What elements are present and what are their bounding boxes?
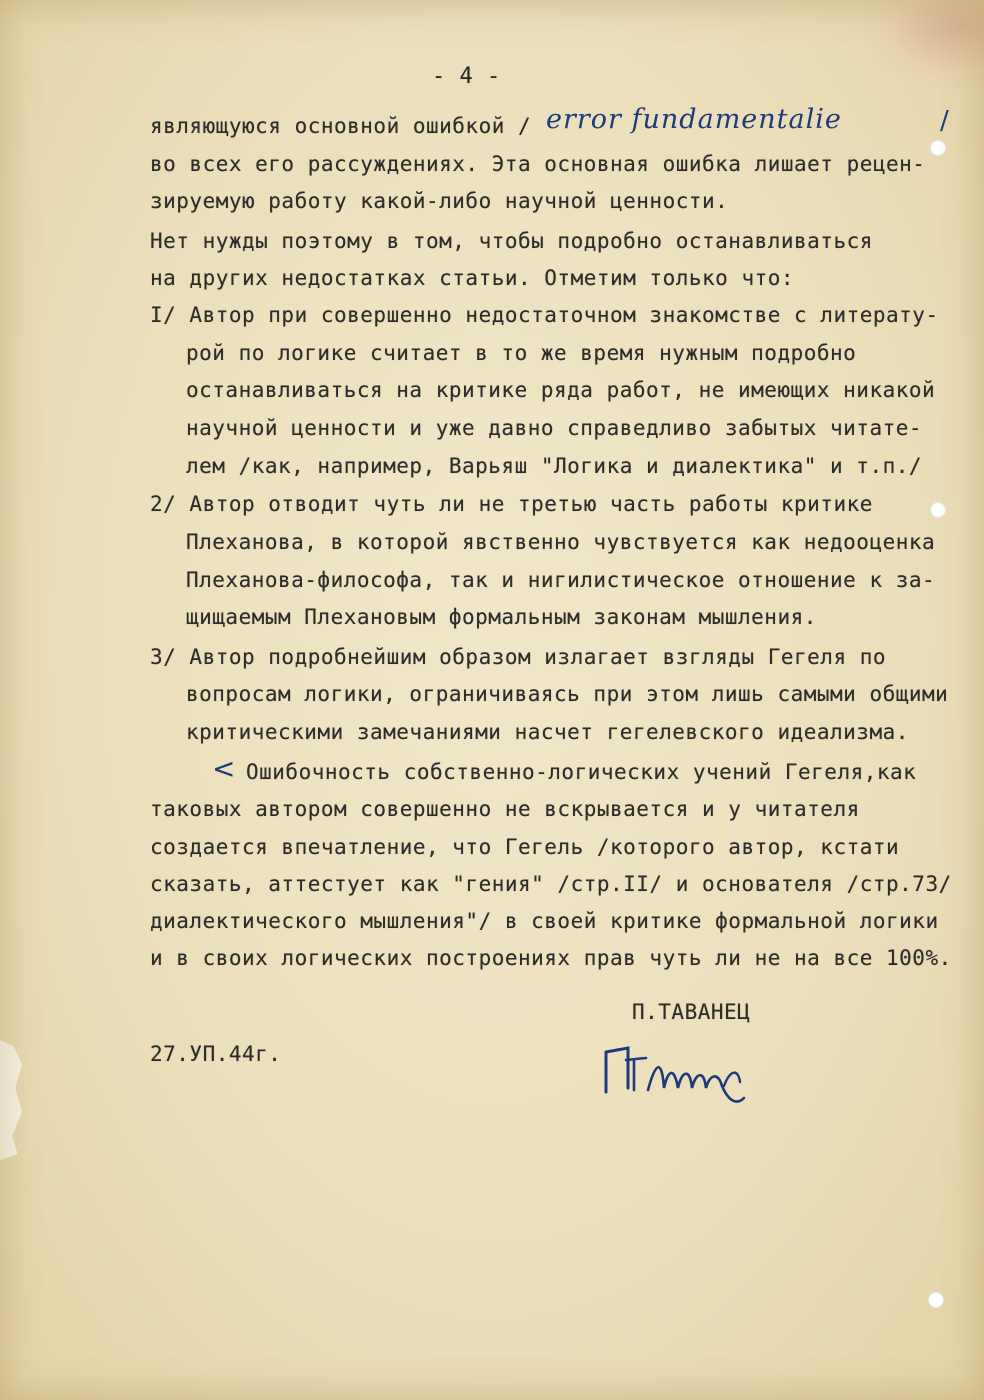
text-line-5: на других недостатках статьи. Отметим только что: [150,266,795,290]
text-line-20: создается впечатление, что Гегель /которого автор, кстати [150,835,900,859]
text-line-19: таковых автором совершенно не вскрывается и у читателя [150,797,860,821]
text-line-17: критическими замечаниями насчет гегелевского идеализма. [186,720,909,744]
text-line-23: и в своих логических построениях прав чуть ли не на все 100%. [150,946,952,970]
text-line-3: зируемую работу какой-либо научной ценности. [150,189,729,213]
text-line-2: во всех его рассуждениях. Эта основная ошибка лишает рецен- [150,152,926,176]
handwritten-slash: / [940,106,949,136]
text-line-7: рой по логике считает в то же время нужным подробно [186,341,857,365]
text-line-9: научной ценности и уже давно справедливо забытых читате- [186,416,923,440]
text-line-22: диалектического мышления"/ в своей критике формальной логики [150,909,939,933]
handwritten-bracket-mark: < [212,752,236,785]
text-line-1: являющуюся основной ошибкой / [150,114,532,138]
handwritten-signature [598,1030,768,1110]
text-line-13: Плеханова-философа, так и нигилистическое отношение к за- [186,568,936,592]
text-line-10: лем /как, например, Варьяш "Логика и диалектика" и т.п./ [186,454,923,478]
page-number: - 4 - [432,64,501,89]
text-line-16: вопросам логики, ограничиваясь при этом лишь самыми общими [186,682,949,706]
punch-hole [930,502,946,518]
document-date: 27.УП.44г. [150,1042,282,1066]
punch-hole [928,1292,944,1308]
punch-hole [930,140,946,156]
text-line-11: 2/ Автор отводит чуть ли не третью часть работы критике [150,492,873,516]
text-line-4: Нет нужды поэтому в том, чтобы подробно останавливаться [150,229,873,253]
text-line-14: щищаемым Плехановым формальным законам мышления. [186,605,817,629]
signatory-name: П.ТАВАНЕЦ [632,1000,751,1024]
text-line-12: Плеханова, в которой явственно чувствуется как недооценка [186,530,936,554]
text-line-6: I/ Автор при совершенно недостаточном знакомстве с литерату- [150,303,939,327]
paper-stain [864,0,984,90]
text-line-21: сказать, аттестует как "гения" /стр.II/ и основателя /стр.73/ [150,872,952,896]
text-line-18: Ошибочность собственно-логических учений Гегеля,как [246,760,917,784]
text-line-8: останавливаться на критике ряда работ, не имеющих никакой [186,378,936,402]
torn-edge [0,1040,22,1160]
text-line-15: 3/ Автор подробнейшим образом излагает взгляды Гегеля по [150,645,887,669]
handwritten-annotation: error fundamentalie [546,104,842,135]
